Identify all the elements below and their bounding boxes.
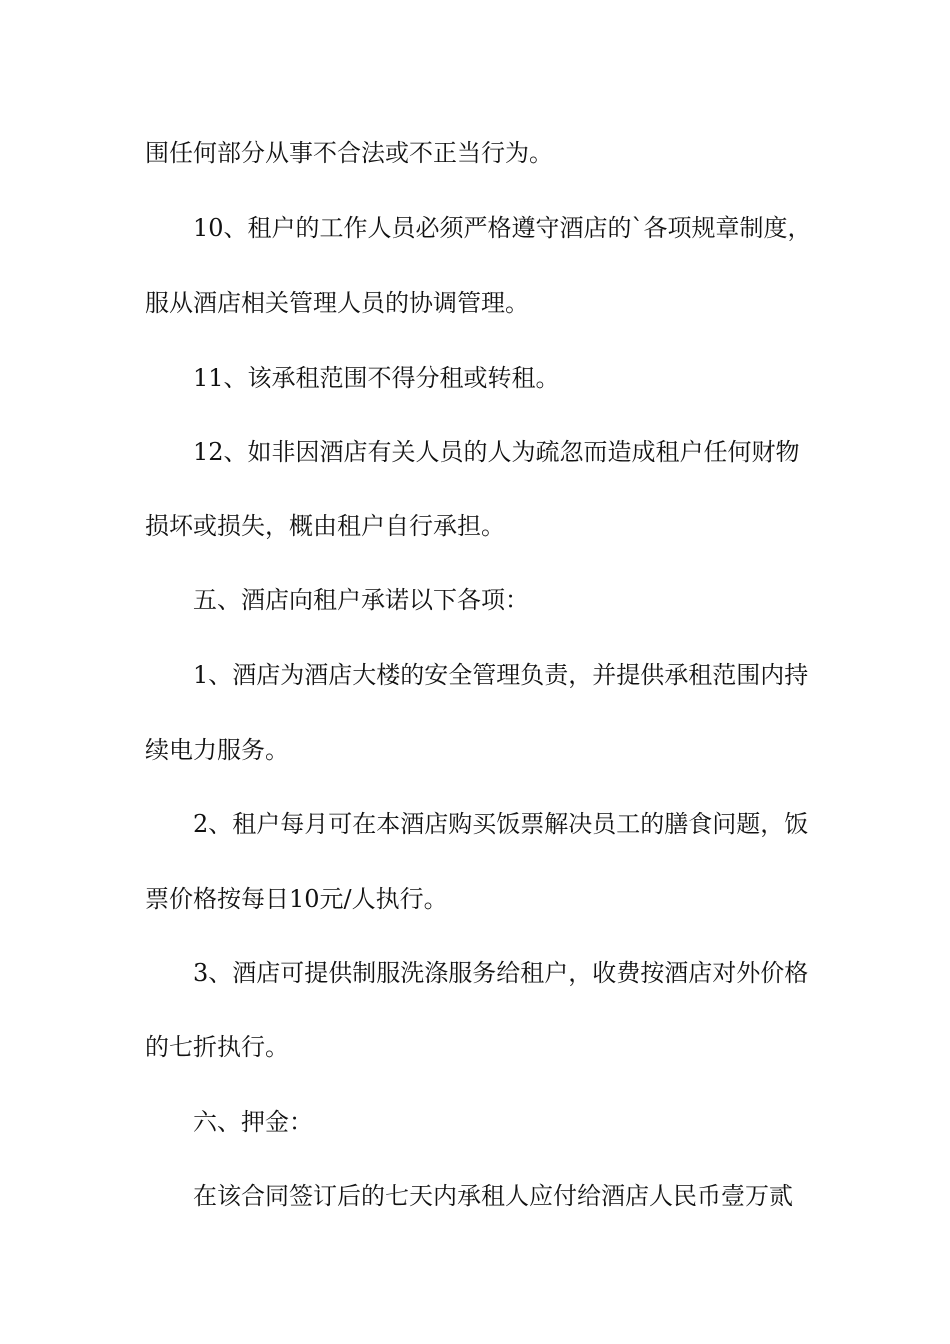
- paragraph-line: 3、酒店可提供制服洗涤服务给租户，收费按酒店对外价格: [193, 959, 809, 987]
- paragraph-line: 在该合同签订后的七天内承租人应付给酒店人民币壹万贰: [193, 1182, 793, 1210]
- paragraph-line: 围任何部分从事不合法或不正当行为。: [145, 139, 553, 167]
- paragraph-line: 续电力服务。: [145, 736, 289, 764]
- paragraph-line: 2、租户每月可在本酒店购买饭票解决员工的膳食问题，饭: [193, 810, 809, 838]
- paragraph-line: 的七折执行。: [145, 1033, 289, 1061]
- section-heading: 六、押金：: [193, 1108, 313, 1136]
- paragraph-line: 12、如非因酒店有关人员的人为疏忽而造成租户任何财物: [193, 438, 800, 466]
- paragraph-line: 损坏或损失，概由租户自行承担。: [145, 512, 505, 540]
- paragraph-line: 11、该承租范围不得分租或转租。: [193, 364, 560, 392]
- paragraph-line: 票价格按每日10元/人执行。: [145, 885, 448, 913]
- section-heading: 五、酒店向租户承诺以下各项：: [193, 586, 529, 614]
- paragraph-line: 10、租户的工作人员必须严格遵守酒店的`各项规章制度，: [193, 214, 812, 242]
- paragraph-line: 1、酒店为酒店大楼的安全管理负责，并提供承租范围内持: [193, 661, 809, 689]
- paragraph-line: 服从酒店相关管理人员的协调管理。: [145, 289, 529, 317]
